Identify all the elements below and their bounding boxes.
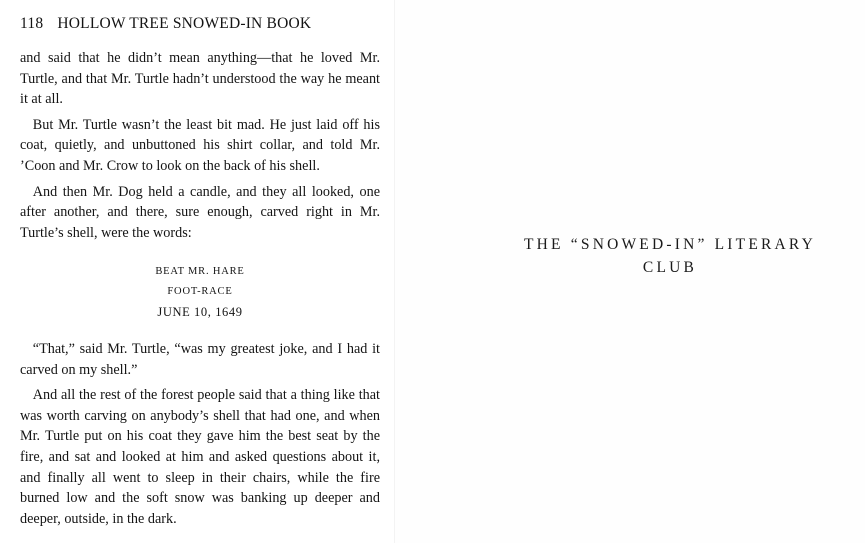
paragraph-5: And all the rest of the forest people said that a thing like that was worth carving on anybody’s shell that had one, and when Mr. Turtle put on his coat they gave him the best seat by the fire, and sat and looked at him and asked questions about it, and finally all went to sleep in their chairs, while the fire burned low and the soft snow was banking up deeper and deeper, outside, in the dark.	[20, 387, 380, 527]
paragraph-3: And then Mr. Dog held a candle, and they all looked, one after another, and there, sure enough, carved right in Mr. Turtle’s shell, were the words:	[20, 183, 380, 241]
paragraph-2: But Mr. Turtle wasn’t the least bit mad. He just laid off his coat, quietly, and unbuttoned his shirt collar, and told Mr. ’Coon and Mr. Crow to look on the back of his shell.	[20, 116, 380, 174]
shell-inscription	[100, 262, 300, 322]
running-head	[20, 15, 311, 33]
right-page	[395, 0, 865, 543]
half-title	[495, 233, 845, 279]
half-title-line-1: THE “SNOWED-IN” LITERARY	[523, 236, 817, 253]
page-number: 118	[20, 15, 44, 32]
body-text-bottom	[20, 339, 380, 529]
paragraph-4: “That,” said Mr. Turtle, “was my greatest joke, and I had it carved on my shell.”	[20, 341, 380, 378]
inscription-line-2: FOOT-RACE	[167, 286, 233, 297]
left-page	[0, 0, 395, 543]
inscription-line-1: BEAT MR. HARE	[155, 266, 245, 277]
half-title-line-2: CLUB	[642, 259, 698, 276]
book-title: HOLLOW TREE SNOWED-IN BOOK	[57, 15, 312, 32]
paragraph-1: and said that he didn’t mean anything—that he loved Mr. Turtle, and that Mr. Turtle hadn’t understood the way he meant it at all.	[20, 50, 380, 108]
inscription-date: JUNE 10, 1649	[157, 305, 243, 319]
body-text-top	[20, 48, 380, 243]
